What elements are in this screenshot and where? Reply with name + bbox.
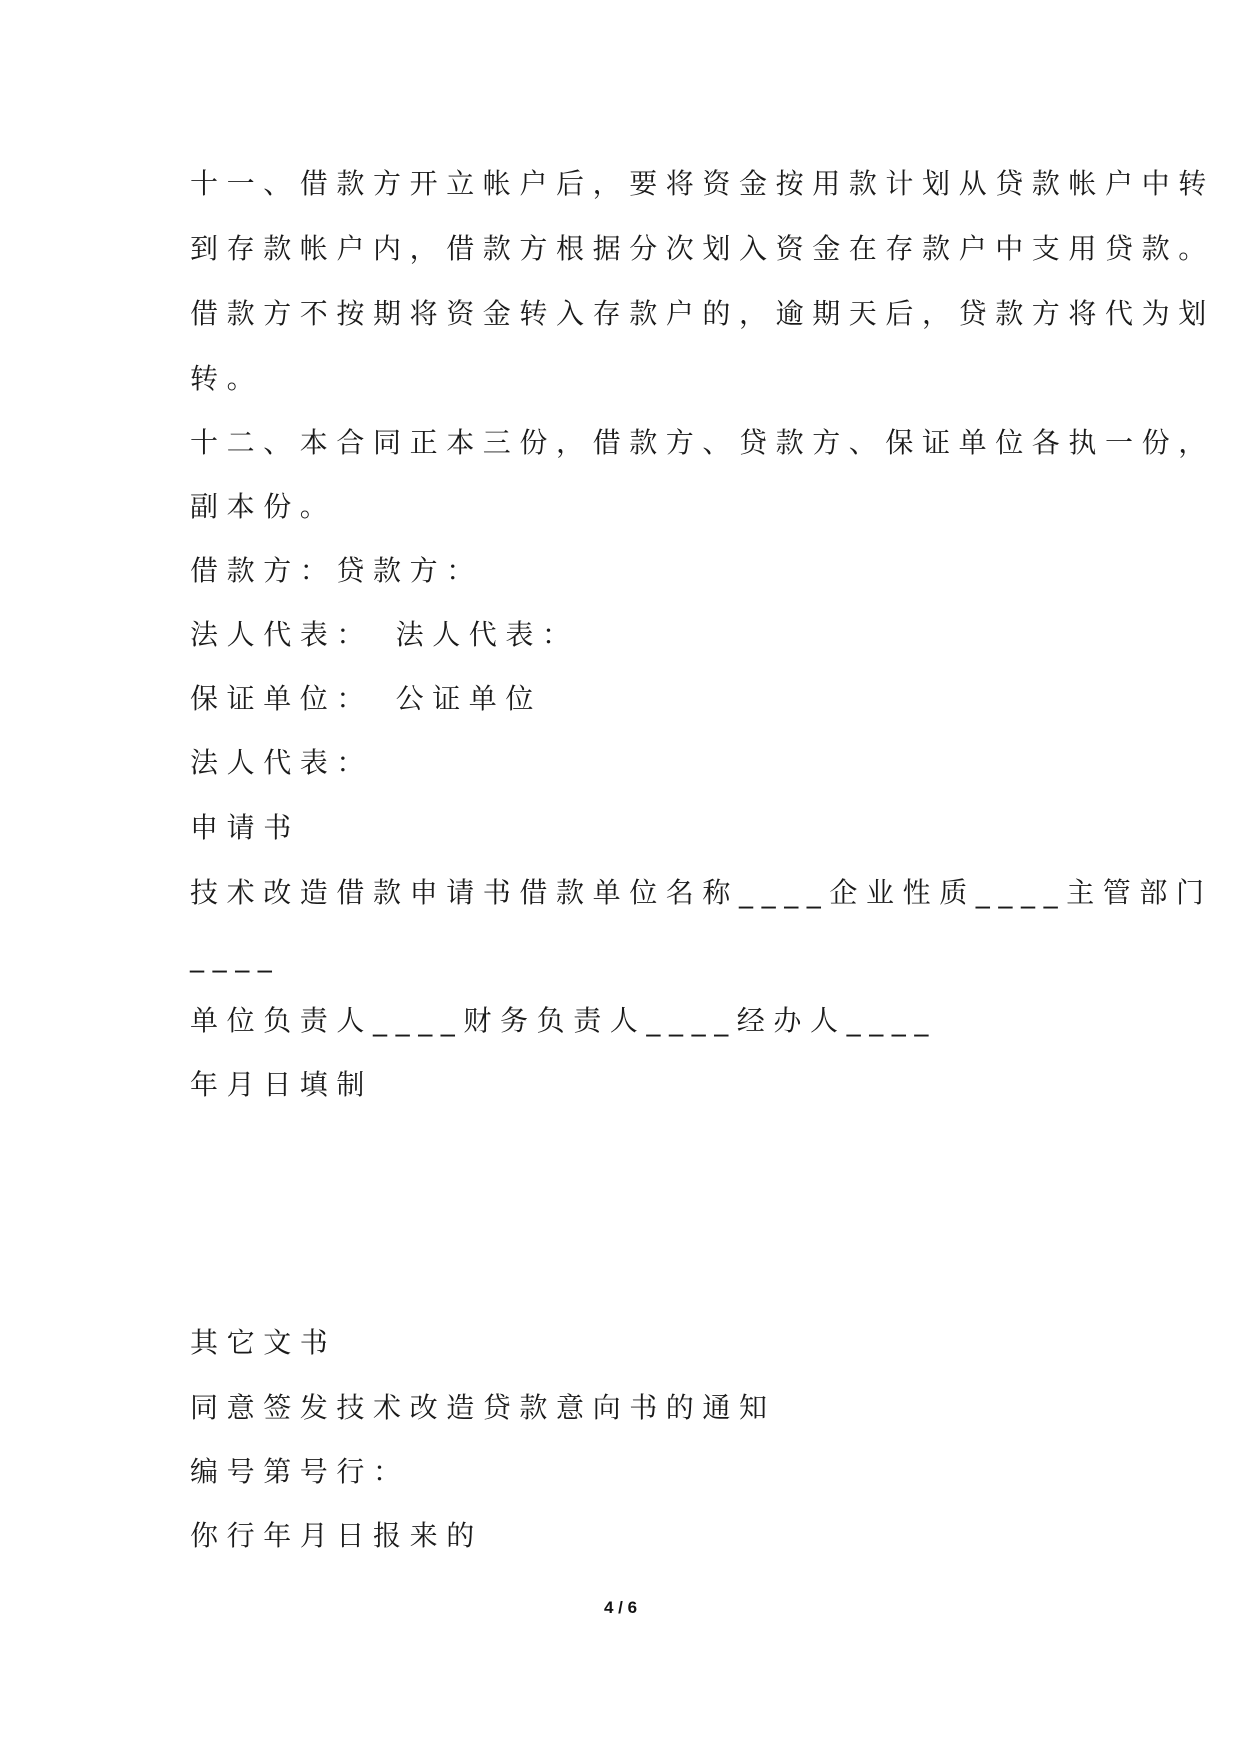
notice-title: 同意签发技术改造贷款意向书的通知 <box>190 1391 776 1424</box>
signature-parties: 借款方：贷款方： <box>190 554 483 587</box>
application-form-line-2: ____ <box>190 940 281 973</box>
notice-number-line: 编号第号行： <box>190 1455 410 1488</box>
clause-11-line-2: 到存款帐户内，借款方根据分次划入资金在存款户中支用贷款。 <box>190 232 1215 265</box>
section-heading-other: 其它文书 <box>190 1326 337 1359</box>
signature-guarantor-notary: 保证单位： 公证单位 <box>190 682 543 715</box>
application-form-line-3: 单位负责人____财务负责人____经办人____ <box>190 1004 938 1037</box>
application-form-line-1: 技术改造借款申请书借款单位名称____企业性质____主管部门 <box>190 876 1213 909</box>
clause-12-line-1: 十二、本合同正本三份，借款方、贷款方、保证单位各执一份， <box>190 426 1215 459</box>
signature-legal-representatives: 法人代表： 法人代表： <box>190 618 579 651</box>
notice-body-line: 你行年月日报来的 <box>190 1519 483 1552</box>
application-date-line: 年月日填制 <box>190 1068 374 1101</box>
signature-legal-representative-2: 法人代表： <box>190 746 374 779</box>
page-number: 4 / 6 <box>603 1598 638 1617</box>
clause-11-line-4: 转。 <box>190 362 264 395</box>
clause-11-line-1: 十一、借款方开立帐户后，要将资金按用款计划从贷款帐户中转 <box>190 167 1215 200</box>
section-heading-application: 申请书 <box>190 811 300 844</box>
clause-11-line-3: 借款方不按期将资金转入存款户的，逾期天后，贷款方将代为划 <box>190 297 1215 330</box>
clause-12-line-2: 副本份。 <box>190 490 337 523</box>
